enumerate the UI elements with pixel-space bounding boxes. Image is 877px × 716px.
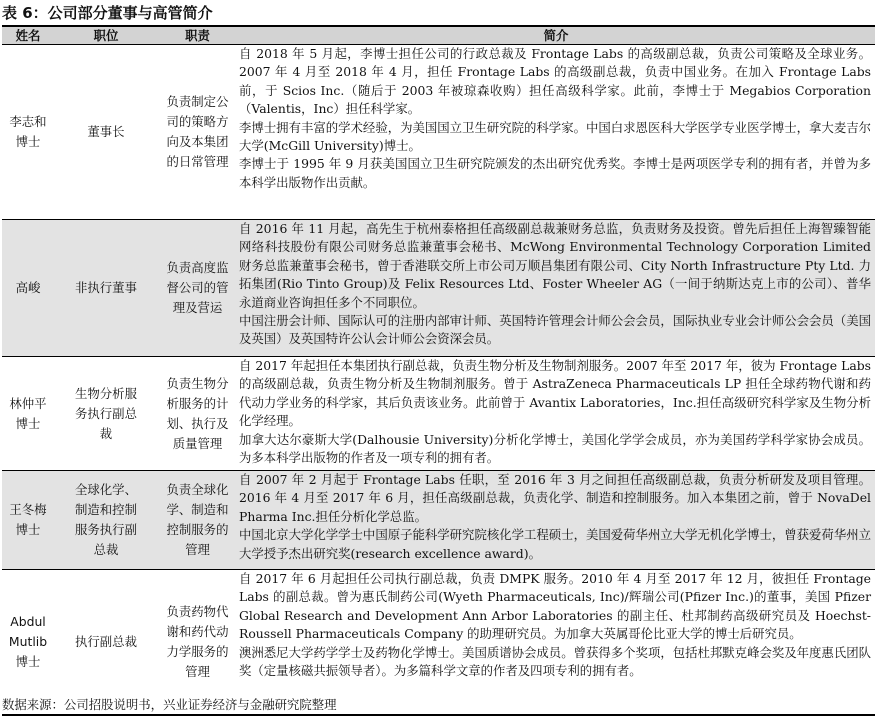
duty-cell [158, 220, 237, 357]
table-row [2, 471, 875, 570]
duty-cell [158, 45, 237, 220]
duty-cell [158, 357, 237, 471]
header-position: 职位 [54, 26, 158, 45]
person-name: 高峻 [15, 280, 41, 295]
person-duty: 负责生物分析服务的计划、执行及质量管理 [166, 375, 229, 451]
person-position: 非执行董事 [75, 280, 137, 295]
person-position: 生物分析服务执行副总裁 [75, 385, 137, 441]
bio-paragraph: 自 2017 年起担任本集团执行副总裁，负责生物分析及生物制剂服务。2007 年至 2017 年，彼为 Frontage Labs 的高级副总裁，负责生物分析及生物制剂服务。曾于 AstraZeneca Pharmaceuticals LP 担任全球药物代谢和药代动力学业务的科学家，其后负责该业务。此前曾于 Avantix Laboratories，Inc.担任高级研究科学家及生物分析化学经理。 [239, 358, 871, 429]
table-row [2, 357, 875, 471]
person-name: Abdul Mutlib 博士 [8, 613, 48, 669]
person-duty: 负责药物代谢和药代动力学服务的管理 [166, 603, 229, 679]
table-row [2, 220, 875, 357]
person-name: 王冬梅博士 [9, 502, 47, 537]
bio-cell [237, 471, 875, 570]
bio-paragraph: 自 2007 年 2 月起于 Frontage Labs 任职，至 2016 年 3 月之间担任高级副总裁，负责分析研发及项目管理。2016 年 4 月至 2017 年 6 月，担任高级副总裁，负责化学、制造和控制服务。加入本集团之前，曾于 NovaDel Pharma Inc.担任分析化学总监。 [239, 472, 871, 524]
header-duty: 职责 [158, 26, 237, 45]
name-cell [2, 45, 54, 220]
duty-cell [158, 471, 237, 570]
person-duty: 负责制定公司的策略方向及本集团的日常管理 [166, 94, 229, 169]
bio-paragraph: 自 2017 年 6 月起担任公司执行副总裁，负责 DMPK 服务。2010 年 4 月至 2017 年 12 月，彼担任 Frontage Labs 的副总裁。曾为惠氏制药公司(Wyeth Pharmaceuticals, Inc)/辉瑞公司(Pfizer Inc.)的董事，美国 Pfizer Global Research and Development Ann Arbor Laboratories 的副主任、杜邦制药高级研究员及 Hoechst-Roussell Pharmaceuticals Company 的助理研究员。为加拿大英属哥伦比亚大学的博士后研究员。 [239, 571, 871, 642]
bio-cell [237, 570, 875, 715]
person-position: 全球化学、制造和控制服务执行副总裁 [75, 482, 137, 557]
executives-table [2, 25, 875, 716]
name-cell [2, 220, 54, 357]
bio-cell [237, 357, 875, 471]
header-row [2, 26, 875, 45]
person-name: 李志和博士 [9, 114, 47, 149]
bio-paragraph: 自 2016 年 11 月起，高先生于杭州泰格担任高级副总裁兼财务总监，负责财务及投资。曾先后担任上海智臻智能网络科技股份有限公司财务总监兼董事会秘书、McWong Environmental Technology Corporation Limited 财务总监兼董事会秘书，曾于香港联交所上市公司万顺昌集团有限公司、City North Infrastructure Pty Ltd. 力拓集团(Rio Tinto Group)及 Felix Resources Ltd、Foster Wheeler AG（一间于纳斯达克上市的公司）、普华永道商业咨询担任多个不同职位。 [239, 221, 871, 310]
person-name: 林仲平博士 [9, 395, 47, 431]
table-row [2, 570, 875, 715]
source-note: 数据来源：公司招股说明书，兴业证券经济与金融研究院整理 [2, 697, 337, 712]
bio-cell [237, 45, 875, 220]
position-cell [54, 357, 158, 471]
person-duty: 负责高度监督公司的管理及营运 [166, 260, 229, 315]
table-title: 表 6：公司部分董事与高管简介 [2, 4, 213, 22]
bio-paragraph: 自 2018 年 5 月起，李博士担任公司的行政总裁及 Frontage Labs 的高级副总裁，负责公司策略及全球业务。2007 年 4 月至 2018 年 4 月，担任 Frontage Labs 的高级副总裁，负责中国业务。在加入 Frontage Labs 前，于 Scios Inc.（随后于 2003 年被琼森收购）担任高级科学家。此前，李博士于 Megabios Corporation（Valentis，Inc）担任科学家。 [239, 46, 871, 117]
header-bio: 简介 [237, 26, 875, 45]
table-row [2, 45, 875, 220]
person-duty: 负责全球化学、制造和控制服务的管理 [166, 482, 229, 557]
bio-cell [237, 220, 875, 357]
position-cell [54, 45, 158, 220]
position-cell [54, 570, 158, 715]
name-cell [2, 570, 54, 715]
name-cell [2, 357, 54, 471]
bio-paragraph: 加拿大达尔豪斯大学(Dalhousie University)分析化学博士，美国化学学会成员，亦为美国药学科学家协会成员。为多本科学出版物的作者及一项专利的拥有者。 [239, 431, 871, 466]
duty-cell [158, 570, 237, 715]
person-position: 董事长 [87, 124, 125, 139]
bio-paragraph: 澳洲悉尼大学药学学士及药物化学博士。美国质谱协会成员。曾获得多个奖项，包括杜邦默克峰会奖及年度惠氏团队奖（定量核磁共振领导者）。为多篇科学文章的作者及四项专利的拥有者。 [239, 644, 871, 679]
bio-paragraph: 中国注册会计师、国际认可的注册内部审计师、英国特许管理会计师公会会员，国际执业专业会计师公会会员（美国及英国）及英国特许公认会计师公会资深会员。 [239, 313, 871, 347]
bio-paragraph: 李博士于 1995 年 9 月获美国国立卫生研究院颁发的杰出研究优秀奖。李博士是两项医学专利的拥有者，并曾为多本科学出版物作出贡献。 [239, 156, 871, 190]
position-cell [54, 471, 158, 570]
header-name: 姓名 [2, 26, 54, 45]
name-cell [2, 471, 54, 570]
person-position: 执行副总裁 [75, 633, 137, 649]
bio-paragraph: 李博士拥有丰富的学术经验，为美国国立卫生研究院的科学家。中国白求恩医科大学医学专业医学博士，拿大麦吉尔大学(McGill University)博士。 [239, 119, 871, 154]
bio-paragraph: 中国北京大学化学学士中国原子能科学研究院核化学工程硕士，美国爱荷华州立大学无机化学博士，曾获爱荷华州立大学授予杰出研究奖(research excellence award)。 [239, 527, 871, 561]
position-cell [54, 220, 158, 357]
